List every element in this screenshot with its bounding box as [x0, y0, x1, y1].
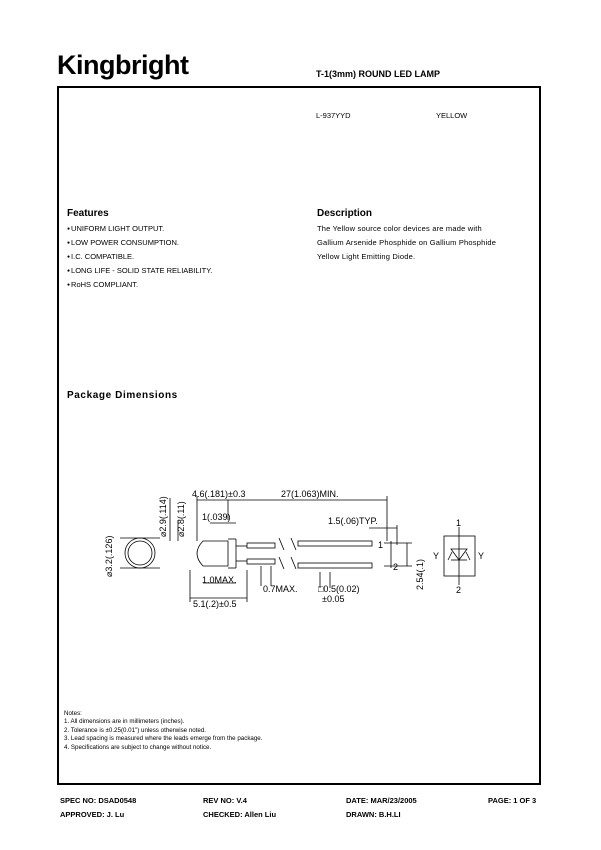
dim-length-bottom: 5.1(.2)±0.5: [193, 599, 237, 609]
footer-date: DATE: MAR/23/2005: [346, 796, 417, 805]
symbol-box: [444, 536, 475, 576]
dim-square-lead: □0.5(0.02): [318, 584, 360, 594]
feature-item: ● LONG LIFE - SOLID STATE RELIABILITY.: [67, 264, 212, 278]
dim-dome-diameter: ⌀2.8(.11): [176, 501, 186, 537]
feature-item: ● RoHS COMPLIANT.: [67, 278, 212, 292]
part-color: YELLOW: [436, 111, 468, 120]
dim-lead-spacing: 2.54(.1): [415, 558, 425, 590]
symbol-pin-2: 2: [456, 585, 462, 595]
footer-approved: APPROVED: J. Lu: [60, 810, 125, 819]
pin-label-1: 1: [378, 540, 384, 550]
note-item: 2. Tolerance is ±0.25(0.01") unless otherwise noted.: [64, 726, 207, 734]
notes-heading: Notes:: [64, 710, 82, 717]
dim-flange-diameter: ⌀2.9(.114): [158, 496, 168, 537]
note-item: 4. Specifications are subject to change without notice.: [64, 743, 212, 751]
dim-one: 1(.039): [202, 512, 231, 522]
features-heading: Features: [67, 208, 109, 219]
description-heading: Description: [317, 208, 373, 219]
dim-zero-seven: 0.7MAX.: [263, 584, 298, 594]
lead-upper-long: [298, 541, 372, 546]
notes-block: [64, 710, 262, 752]
description-line: Gallium Arsenide Phosphide on Gallium Phosphide: [317, 238, 497, 247]
symbol-pin-1: 1: [456, 518, 462, 528]
brand-logo: Kingbright: [57, 50, 189, 80]
dim-one-max: 1.0MAX.: [202, 575, 237, 585]
dim-typ: 1.5(.06)TYP.: [328, 516, 378, 526]
pin-label-2: 2: [393, 562, 399, 572]
led-body-outline: [197, 541, 228, 566]
symbol-y-left: Y: [433, 551, 440, 561]
footer-drawn: DRAWN: B.H.LI: [346, 810, 401, 819]
part-number: L-937YYD: [316, 111, 351, 120]
dim-square-tolerance: ±0.05: [322, 594, 345, 604]
note-item: 1. All dimensions are in millimeters (inches).: [64, 718, 185, 726]
led-front-circle: [125, 538, 155, 568]
footer-rev-no: REV NO: V.4: [203, 796, 247, 805]
lead-lower-short: [247, 559, 275, 564]
lead-upper-short: [247, 543, 275, 548]
dim-lead-length: 27(1.063)MIN.: [281, 489, 339, 499]
feature-item: ● UNIFORM LIGHT OUTPUT.: [67, 222, 212, 236]
description-line: Yellow Light Emitting Diode.: [317, 252, 416, 261]
description-line: The Yellow source color devices are made with: [317, 224, 482, 233]
footer-spec-no: SPEC NO: DSAD0548: [60, 796, 137, 805]
dim-length-top: 4.6(.181)±0.3: [192, 489, 246, 499]
lead-lower-long: [298, 563, 372, 568]
footer-page: PAGE: 1 OF 3: [488, 796, 537, 805]
footer-checked: CHECKED: Allen Liu: [203, 810, 277, 819]
feature-item: ● I.C. COMPATIBLE.: [67, 250, 212, 264]
package-heading: Package Dimensions: [67, 390, 178, 401]
led-front-inner-circle: [128, 541, 152, 565]
note-item: 3. Lead spacing is measured where the leads emerge from the package.: [64, 735, 263, 743]
dim-body-diameter: ⌀3.2(.126): [104, 535, 114, 577]
symbol-y-right: Y: [478, 551, 485, 561]
feature-item: ● LOW POWER CONSUMPTION.: [67, 236, 212, 250]
document-title: T-1(3mm) ROUND LED LAMP: [316, 69, 441, 79]
